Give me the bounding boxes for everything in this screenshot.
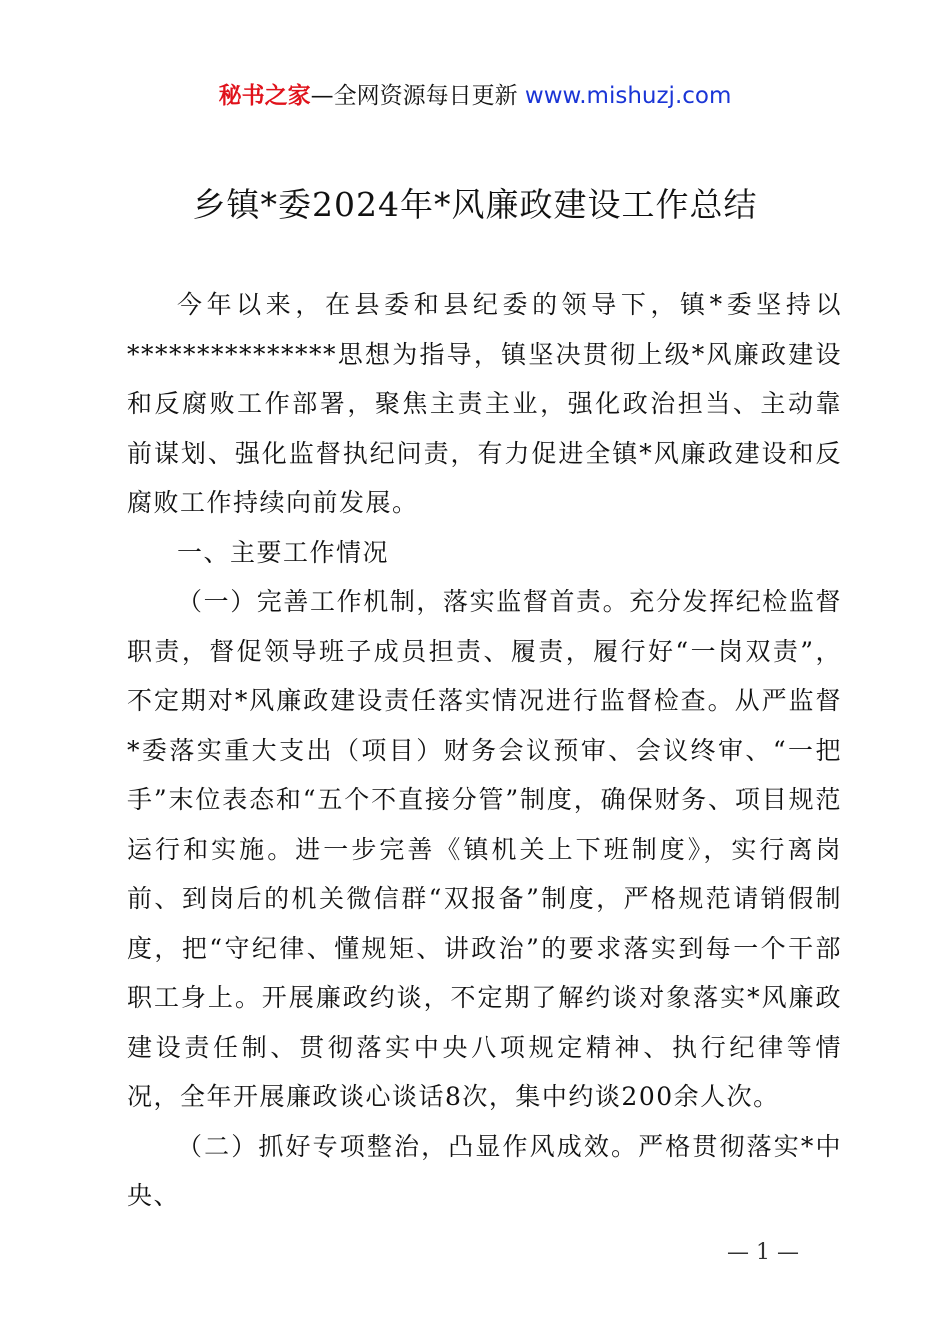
document-body <box>127 280 842 1221</box>
banner-brand: 秘书之家 <box>218 83 311 109</box>
banner-url[interactable]: www.mishuzj.com <box>524 83 732 109</box>
body-paragraph: （一）完善工作机制，落实监督首责。充分发挥纪检监督职责，督促领导班子成员担责、履责，履行好“一岗双责”，不定期对*风廉政建设责任落实情况进行监督检查。从严监督*委落实重大支出（项目）财务会议预审、会议终审、“一把手”末位表态和“五个不直接分管”制度，确保财务、项目规范运行和实施。进一步完善《镇机关上下班制度》，实行离岗前、到岗后的机关微信群“双报备”制度，严格规范请销假制度，把“守纪律、懂规矩、讲政治”的要求落实到每一个干部职工身上。开展廉政约谈，不定期了解约谈对象落实*风廉政建设责任制、贯彻落实中央八项规定精神、执行纪律等情况，全年开展廉政谈心谈话8次，集中约谈200余人次。 <box>127 587 842 1111</box>
section-heading: 一、主要工作情况 <box>177 537 390 567</box>
intro-paragraph: 今年以来，在县委和县纪委的领导下，镇*委坚持以***************思想为指导，镇坚决贯彻上级*风廉政建设和反腐败工作部署，聚焦主责主业，强化政治担当、主动靠前谋划、强化监督执纪问责，有力促进全镇*风廉政建设和反腐败工作持续向前发展。 <box>127 290 842 517</box>
page-number: — 1 — <box>727 1240 799 1265</box>
site-banner <box>0 80 950 112</box>
document-title: 乡镇*委2024年*风廉政建设工作总结 <box>192 185 758 224</box>
banner-slogan: —全网资源每日更新 <box>310 83 518 109</box>
body-paragraph: （二）抓好专项整治，凸显作风成效。严格贯彻落实*中央、 <box>127 1131 842 1210</box>
